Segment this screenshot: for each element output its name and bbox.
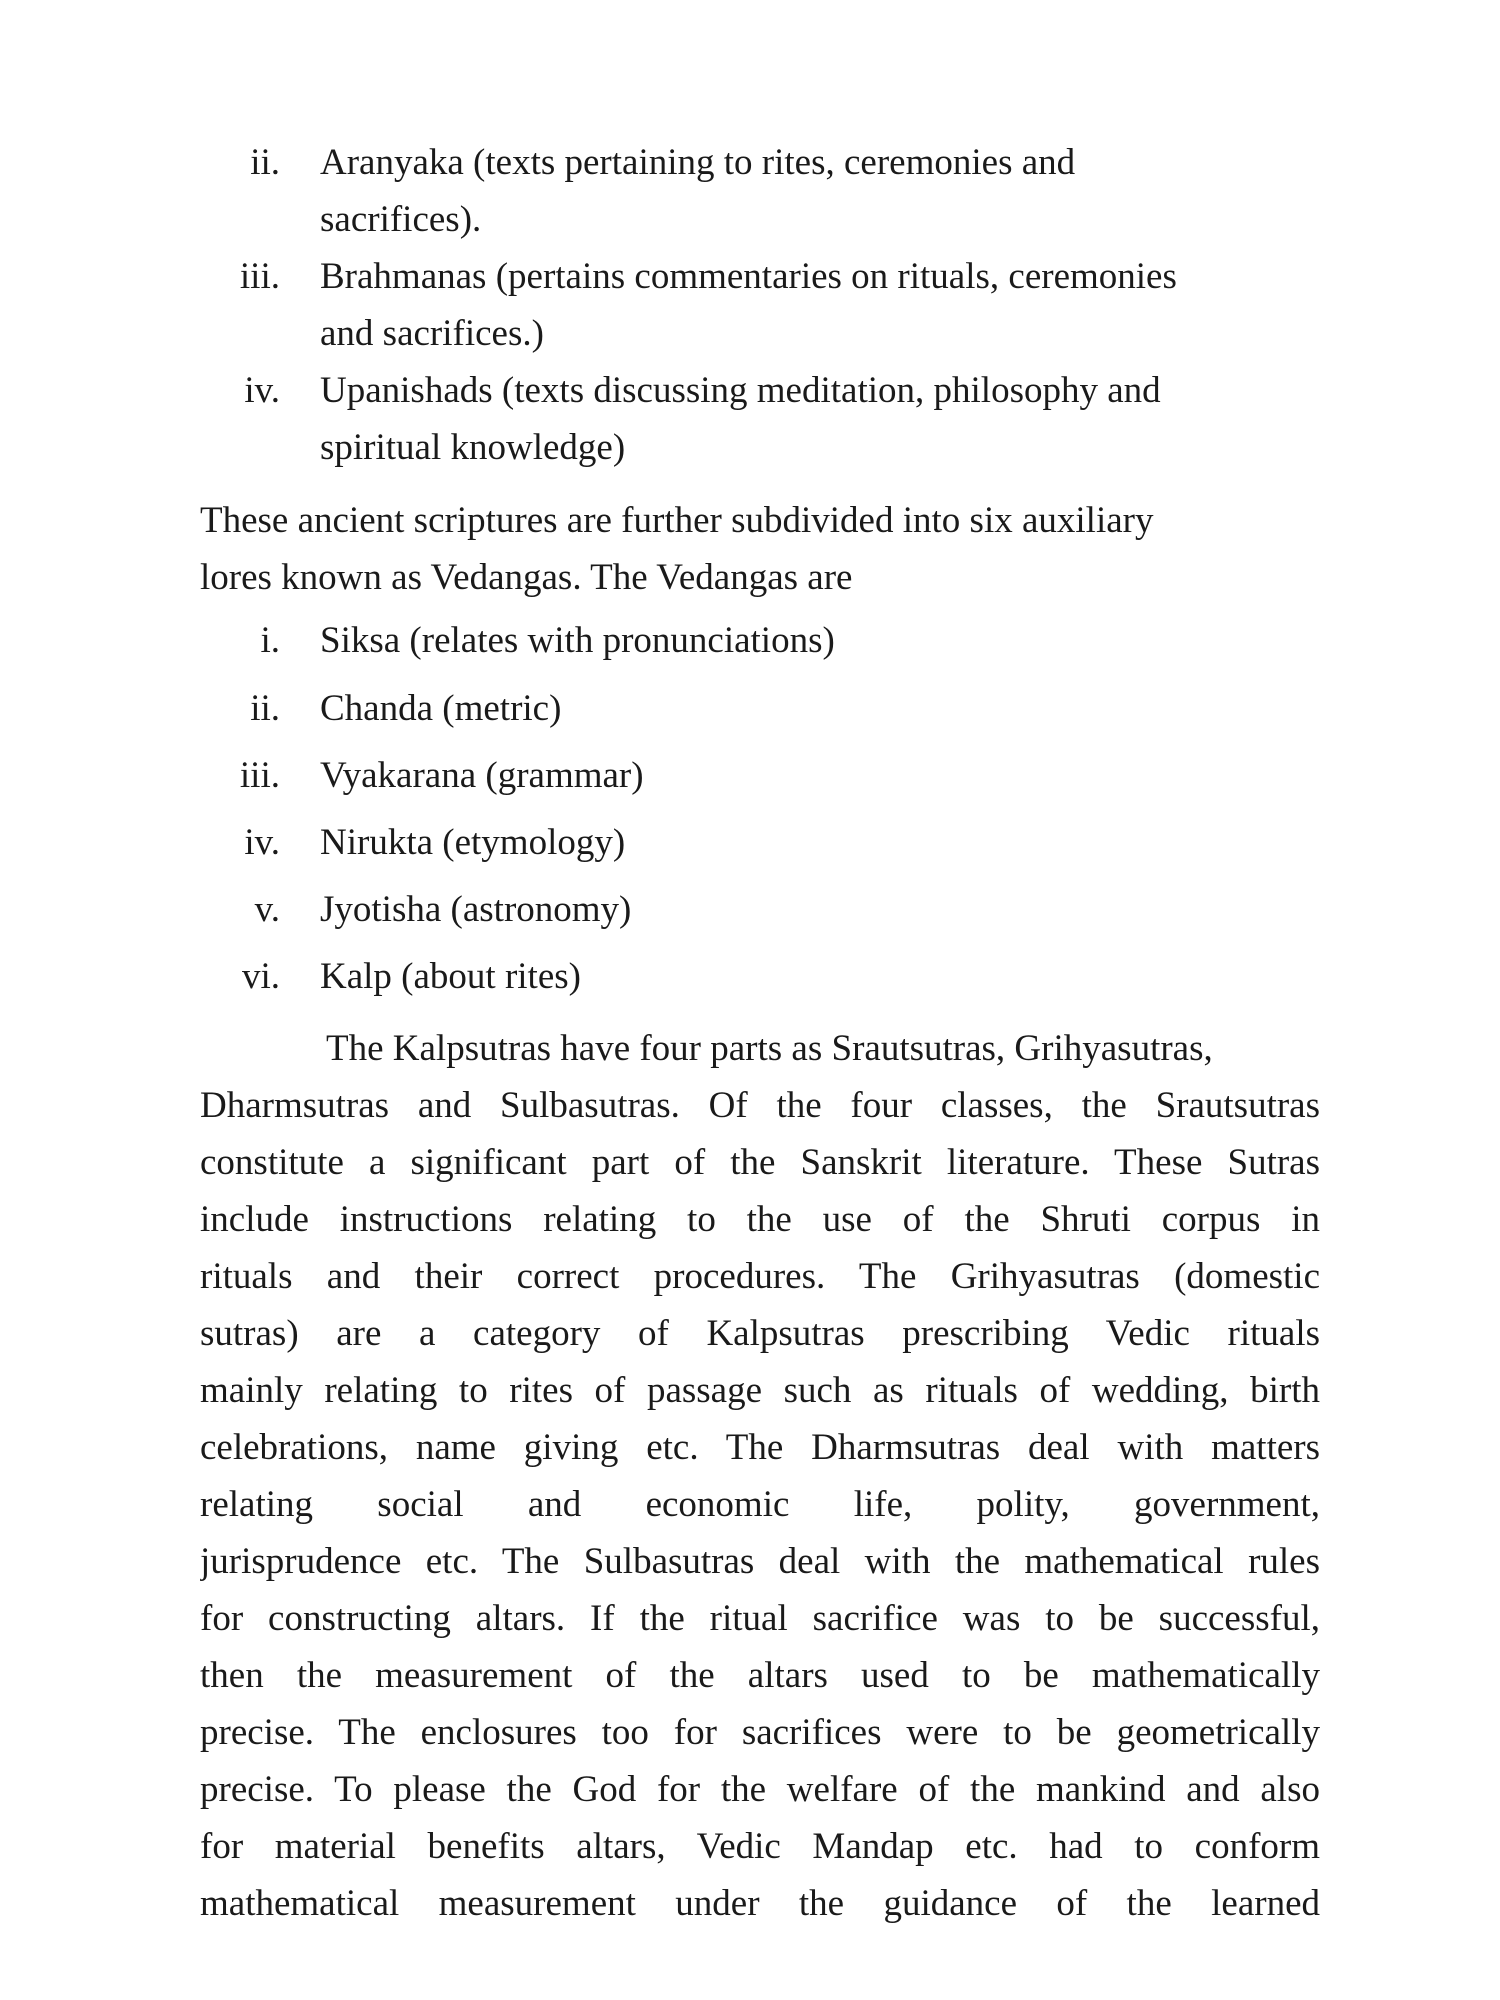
paragraph-line: lores known as Vedangas. The Vedangas are [200, 557, 853, 598]
paragraph-line: The Kalpsutras have four parts as Srautsutras, Grihyasutras, [326, 1028, 1213, 1069]
paragraph-line: mainly relating to rites of passage such as rituals of wedding, birth [200, 1370, 1320, 1411]
list-number: v. [254, 889, 280, 930]
kalpsutras-paragraph [200, 1020, 1320, 1932]
list-text: Chanda (metric) [320, 688, 562, 729]
paragraph-line: sutras) are a category of Kalpsutras prescribing Vedic rituals [200, 1313, 1320, 1354]
paragraph-line: celebrations, name giving etc. The Dharmsutras deal with matters [200, 1427, 1320, 1468]
list-text: Siksa (relates with pronunciations) [320, 620, 835, 661]
list-text: Aranyaka (texts pertaining to rites, ceremonies and sacrifices). [320, 142, 1076, 240]
list-text: Vyakarana (grammar) [320, 755, 644, 796]
paragraph-line: rituals and their correct procedures. The Grihyasutras (domestic [200, 1256, 1320, 1297]
paragraph-line: These ancient scriptures are further subdivided into six auxiliary [200, 500, 1154, 541]
paragraph-line: for constructing altars. If the ritual sacrifice was to be successful, [200, 1598, 1320, 1639]
paragraph-line: precise. The enclosures too for sacrifices were to be geometrically [200, 1712, 1320, 1753]
paragraph-line: relating social and economic life, polity, government, [200, 1484, 1320, 1525]
list-number: iii. [239, 256, 280, 297]
list-number: iv. [244, 822, 280, 863]
paragraph-line: for material benefits altars, Vedic Mandap etc. had to conform [200, 1826, 1320, 1867]
paragraph-line: then the measurement of the altars used to be mathematically [200, 1655, 1320, 1696]
list-number: ii. [250, 688, 280, 729]
list-text: Nirukta (etymology) [320, 822, 626, 863]
intro-paragraph [200, 492, 1260, 606]
list-number: ii. [250, 142, 280, 183]
paragraph-line: include instructions relating to the use of the Shruti corpus in [200, 1199, 1320, 1240]
list-text: Brahmanas (pertains commentaries on rituals, ceremonies and sacrifices.) [320, 256, 1177, 354]
list-text: Upanishads (texts discussing meditation, philosophy and spiritual knowledge) [320, 370, 1161, 468]
paragraph-line: constitute a significant part of the Sanskrit literature. These Sutras [200, 1142, 1320, 1183]
list-text: Kalp (about rites) [320, 956, 581, 997]
list-number: iii. [239, 755, 280, 796]
list-number: iv. [244, 370, 280, 411]
list-text: Jyotisha (astronomy) [320, 889, 632, 930]
paragraph-line: Dharmsutras and Sulbasutras. Of the four classes, the Srautsutras [200, 1085, 1320, 1126]
list-number: vi. [241, 956, 280, 997]
list-number: i. [260, 620, 280, 661]
paragraph-line: mathematical measurement under the guidance of the learned [200, 1883, 1320, 1924]
paragraph-line: precise. To please the God for the welfare of the mankind and also [200, 1769, 1320, 1810]
paragraph-line: jurisprudence etc. The Sulbasutras deal with the mathematical rules [200, 1541, 1320, 1582]
